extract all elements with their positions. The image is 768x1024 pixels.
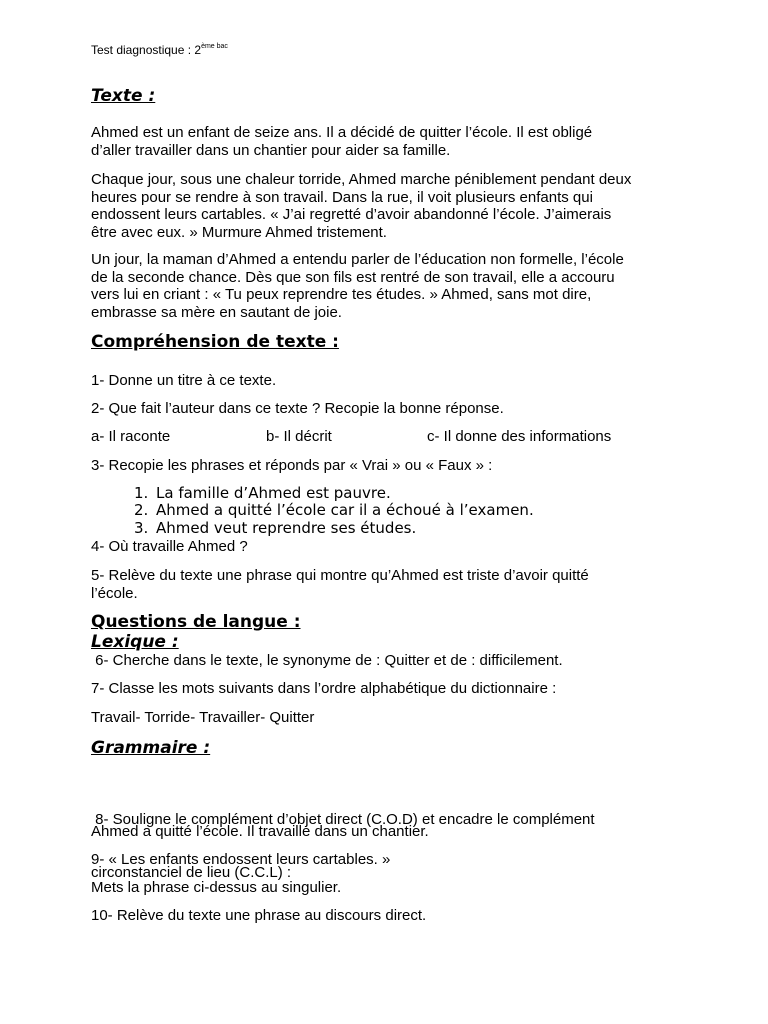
header-superscript: ème bac <box>201 43 228 50</box>
question-5 <box>91 567 589 602</box>
question-1: 1- Donne un titre à ce texte. <box>91 372 277 389</box>
question-4: 4- Où travaille Ahmed ? <box>91 538 248 555</box>
list-item <box>134 520 416 538</box>
question-7: 7- Classe les mots suivants dans l’ordre alphabétique du dictionnaire : <box>91 680 557 697</box>
texte-paragraph-1 <box>91 124 592 159</box>
word-list: Travail- Torride- Travailler- Quitter <box>91 709 315 726</box>
question-9-instruction: Mets la phrase ci-dessus au singulier. <box>91 879 342 896</box>
text-line: circonstanciel de lieu (C.C.L) : <box>91 863 292 881</box>
comprehension-heading: Compréhension de texte : <box>91 332 339 352</box>
question-10: 10- Relève du texte une phrase au discours direct. <box>91 907 427 924</box>
question-2: 2- Que fait l’auteur dans ce texte ? Recopie la bonne réponse. <box>91 400 504 417</box>
list-number: 1. <box>134 484 149 502</box>
list-number: 2. <box>134 501 149 519</box>
langue-heading: Questions de langue : <box>91 612 301 632</box>
text-line: Ahmed est un enfant de seize ans. Il a décidé de quitter l’école. Il est obligé <box>91 124 593 141</box>
lexique-heading: Lexique : <box>91 632 179 652</box>
text-line: heures pour se rendre à son travail. Dans la rue, il voit plusieurs enfants qui <box>91 188 593 206</box>
text-line: d’aller travailler dans un chantier pour aider sa famille. <box>91 141 451 159</box>
text-line: embrasse sa mère en sautant de joie. <box>91 303 342 321</box>
answer-option-a: a- Il raconte <box>91 428 171 445</box>
text-line: vers lui en criant : « Tu peux reprendre tes études. » Ahmed, sans mot dire, <box>91 286 592 303</box>
list-text: La famille d’Ahmed est pauvre. <box>156 484 391 502</box>
texte-paragraph-2 <box>91 171 631 241</box>
question-8-sentence: Ahmed a quitté l’école. Il travaille dans un chantier. <box>91 823 429 840</box>
list-item <box>134 485 391 503</box>
list-item <box>134 502 534 520</box>
text-line: 8- Souligne le complément d’objet direct (C.O.D) et encadre le complément <box>91 811 595 828</box>
text-line: 5- Relève du texte une phrase qui montre qu’Ahmed est triste d’avoir quitté <box>91 567 589 584</box>
answer-option-b: b- Il décrit <box>266 428 332 445</box>
list-text: Ahmed veut reprendre ses études. <box>156 519 417 537</box>
list-text: Ahmed a quitté l’école car il a échoué à l’examen. <box>156 501 534 519</box>
texte-paragraph-3 <box>91 251 624 321</box>
question-3: 3- Recopie les phrases et réponds par « Vrai » ou « Faux » : <box>91 457 493 474</box>
text-line: Un jour, la maman d’Ahmed a entendu parler de l’éducation non formelle, l’école <box>91 251 624 268</box>
texte-heading: Texte : <box>91 86 156 106</box>
answer-option-c: c- Il donne des informations <box>427 428 612 445</box>
document-header <box>91 43 228 57</box>
text-line: endossent leurs cartables. « J’ai regretté d’avoir abandonné l’école. J’aimerais <box>91 206 612 223</box>
text-line: être avec eux. » Murmure Ahmed tristement. <box>91 223 387 241</box>
question-6: 6- Cherche dans le texte, le synonyme de : Quitter et de : difficilement. <box>91 652 563 669</box>
text-line: Chaque jour, sous une chaleur torride, Ahmed marche péniblement pendant deux <box>91 171 632 188</box>
grammaire-heading: Grammaire : <box>91 738 211 758</box>
list-number: 3. <box>134 519 149 537</box>
text-line: de la seconde chance. Dès que son fils est rentré de son travail, elle a accouru <box>91 268 615 286</box>
text-line: l’école. <box>91 584 138 602</box>
question-9: 9- « Les enfants endossent leurs cartables. » <box>91 851 391 868</box>
header-text: Test diagnostique : 2 <box>91 43 202 57</box>
